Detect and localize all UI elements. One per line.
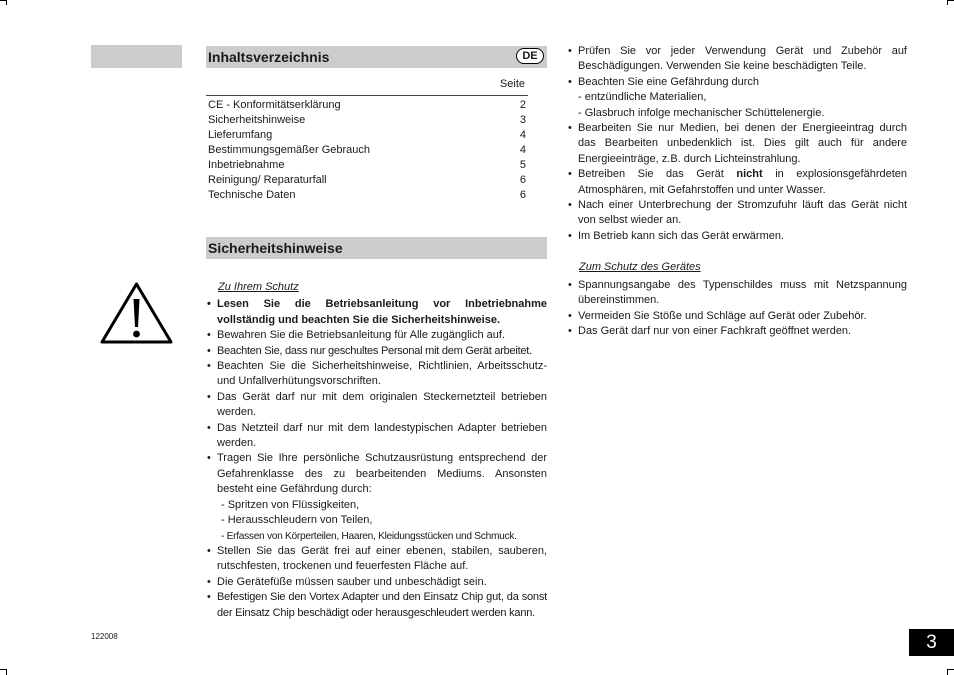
document-number: 122008 xyxy=(91,632,118,641)
list-item: • Das Gerät darf nur von einer Fachkraft geöffnet werden. xyxy=(568,324,852,337)
hazard-subitem: - Glasbruch infolge mechanischer Schüttelenergie. xyxy=(578,106,825,119)
crop-mark xyxy=(6,0,7,5)
toc-divider xyxy=(206,95,528,96)
list-item: • Befestigen Sie den Vortex Adapter und den Einsatz Chip gut, da sonst der Einsatz Chip beschädigt oder herausgeschleudert werden kann. xyxy=(207,591,547,619)
crop-mark xyxy=(947,669,954,670)
device-protection-heading: Zum Schutz des Gerätes xyxy=(579,261,701,274)
list-item: • Beachten Sie die Sicherheitshinweise, Richtlinien, Arbeitsschutz- und Unfallverhütungsvorschriften. xyxy=(207,360,547,388)
safety-right-column xyxy=(568,44,907,339)
toc-heading-bar xyxy=(206,46,547,68)
language-badge: DE xyxy=(516,48,544,64)
crop-mark xyxy=(6,669,7,675)
toc-list xyxy=(208,98,526,203)
toc-page-column-label: Seite xyxy=(499,78,525,90)
toc-entry[interactable]: Bestimmungsgemäßer Gebrauch 4 xyxy=(208,144,526,156)
list-item: • Das Netzteil darf nur mit dem landestypischen Adapter betrieben werden. xyxy=(207,421,547,450)
page-number: 3 xyxy=(909,629,954,656)
list-item: • Nach einer Unterbrechung der Stromzufuhr läuft das Gerät nicht von selbst wieder an. xyxy=(568,199,907,227)
list-item: • Vermeiden Sie Stöße und Schläge auf Gerät oder Zubehör. xyxy=(568,309,867,322)
toc-entry[interactable]: Sicherheitshinweise 3 xyxy=(208,114,526,126)
list-item: • Beachten Sie, dass nur geschultes Personal mit dem Gerät arbeitet. xyxy=(207,344,532,357)
list-item: • Beachten Sie eine Gefährdung durch xyxy=(568,75,760,88)
list-item: • Bearbeiten Sie nur Medien, bei denen der Energieeintrag durch das Bearbeiten unbedenklich ist. Dies gilt auch für andere Energieeinträge, z.B. durch Lichteinstrahlung. xyxy=(568,122,907,165)
warning-triangle-icon xyxy=(99,281,174,345)
safety-heading-bar xyxy=(206,237,547,259)
toc-entry[interactable]: Lieferumfang 4 xyxy=(208,129,526,141)
toc-entry[interactable]: CE - Konformitätserklärung 2 xyxy=(208,99,526,111)
list-item: • Die Gerätefüße müssen sauber und unbeschädigt sein. xyxy=(207,575,487,588)
safety-left-column xyxy=(207,280,547,621)
list-item: • Stellen Sie das Gerät frei auf einer ebenen, stabilen, sauberen, rutschfesten, trockenen und feuerfesten Fläche auf. xyxy=(207,544,547,573)
list-item: • Tragen Sie Ihre persönliche Schutzausrüstung entsprechend der Gefahrenklasse des zu bearbeitenden Mediums. Ansonsten besteht eine Gefährdung durch: xyxy=(207,452,547,496)
toc-entry[interactable]: Technische Daten 6 xyxy=(208,189,526,201)
toc-entry[interactable]: Inbetriebnahme 5 xyxy=(208,159,526,171)
list-item: • Prüfen Sie vor jeder Verwendung Gerät und Zubehör auf Beschädigungen. Verwenden Sie keine beschädigten Teile. xyxy=(568,45,907,73)
hazard-subitem: - Herausschleudern von Teilen, xyxy=(221,514,373,527)
list-item: • Betreiben Sie das Gerät nicht in explosionsgefährdeten Atmosphären, mit Gefahrstoffen und unter Wasser. xyxy=(568,168,908,196)
list-item: • Lesen Sie die Betriebsanleitung vor Inbetriebnahme vollständig und beachten Sie die Sicherheitshinweise. xyxy=(207,298,547,326)
your-protection-heading: Zu Ihrem Schutz xyxy=(218,281,299,293)
margin-tab xyxy=(91,45,182,68)
hazard-subitem: - entzündliche Materialien, xyxy=(578,91,707,104)
safety-title: Sicherheitshinweise xyxy=(208,240,343,256)
list-item: • Bewahren Sie die Betriebsanleitung für Alle zugänglich auf. xyxy=(207,329,506,342)
toc-entry[interactable]: Reinigung/ Reparaturfall 6 xyxy=(208,174,526,186)
hazard-subitem: - Spritzen von Flüssigkeiten, xyxy=(221,498,360,511)
toc-title: Inhaltsverzeichnis xyxy=(208,49,330,65)
hazard-subitem: - Erfassen von Körperteilen, Haaren, Kleidungsstücken und Schmuck. xyxy=(221,530,517,542)
list-item: • Das Gerät darf nur mit dem originalen Steckernetzteil betrieben werden. xyxy=(207,390,547,419)
list-item: • Spannungsangabe des Typenschildes muss mit Netzspannung übereinstimmen. xyxy=(568,278,907,307)
crop-mark xyxy=(947,669,948,675)
crop-mark xyxy=(947,0,948,5)
list-item: • Im Betrieb kann sich das Gerät erwärmen. xyxy=(568,229,785,242)
crop-mark xyxy=(947,0,954,1)
